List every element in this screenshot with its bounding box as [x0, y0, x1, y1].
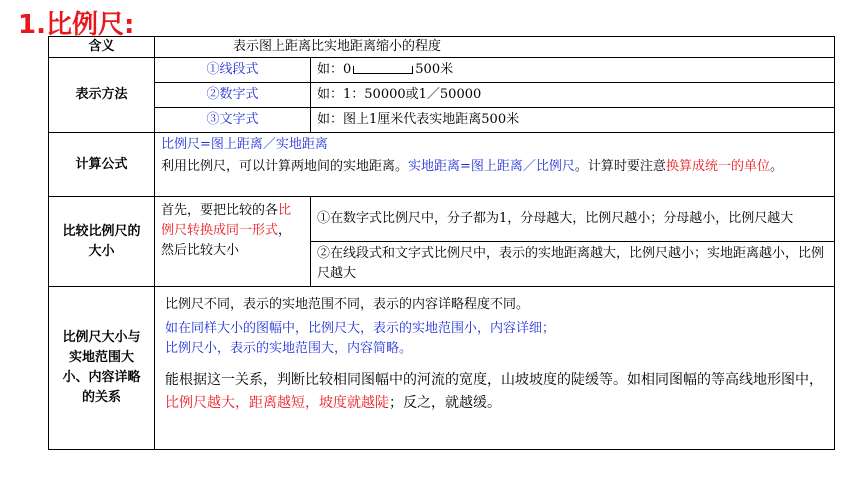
row-compare-1 [49, 197, 835, 242]
formula-cell [155, 133, 835, 197]
line-example-suffix: 500米 [415, 62, 454, 77]
formula-label: 计算公式 [49, 133, 155, 197]
compare-intro-red: 比例尺转换成同一形式 [161, 203, 292, 238]
row-method-number [49, 83, 835, 108]
method-line-example [311, 58, 835, 83]
methods-label: 表示方法 [49, 58, 155, 133]
row-meaning [49, 37, 835, 58]
compare-intro-1: 首先，要把比较的各 [161, 203, 279, 218]
meaning-text: 表示图上距离比实地距离缩小的程度 [155, 37, 835, 58]
formula-desc-end: 。 [769, 159, 783, 174]
compare-label: 比较比例尺的大小 [49, 197, 155, 287]
relation-line-2: 如在同样大小的图幅中，比例尺大，表示的实地范围小，内容详细； [165, 321, 556, 336]
compare-intro-2: ，然后比较大小 [161, 223, 292, 258]
formula-desc-2: 。计算时要注意 [574, 159, 666, 174]
method-text-name: ③文字式 [155, 108, 311, 133]
compare-rule-1: ①在数字式比例尺中，分子都为1，分母越大，比例尺越小；分母越小，比例尺越大 [311, 197, 835, 242]
relation-label: 比例尺大小与实地范围大小、内容详略的关系 [49, 287, 155, 450]
row-formula [49, 133, 835, 197]
compare-intro [155, 197, 311, 287]
row-method-line [49, 58, 835, 83]
method-text-example: 如：图上1厘米代表实地距离500米 [311, 108, 835, 133]
page-title: 1.比例尺: [18, 10, 135, 40]
formula-desc [161, 157, 828, 177]
relation-para-red: 比例尺越大，距离越短，坡度就越陡 [165, 395, 389, 411]
row-method-text [49, 108, 835, 133]
line-example-prefix: 如：0 [317, 62, 352, 77]
meaning-label: 含义 [49, 37, 155, 58]
formula-desc-blue: 实地距离=图上距离／比例尺 [408, 159, 575, 174]
formula-desc-1: 利用比例尺，可以计算两地间的实地距离。 [161, 159, 409, 174]
method-number-name: ②数字式 [155, 83, 311, 108]
scale-table [48, 36, 835, 450]
line-scale-bar [353, 63, 413, 74]
relation-para-2: ；反之，就越缓。 [389, 395, 501, 411]
relation-para-1: 能根据这一关系，判断比较相同图幅中的河流的宽度，山坡坡度的陡缓等。如相同图幅的等高线地形图中， [165, 372, 823, 388]
method-line-name: ①线段式 [155, 58, 311, 83]
relation-line-3: 比例尺小，表示的实地范围大，内容简略。 [165, 341, 413, 356]
formula-text: 比例尺=图上距离／实地距离 [161, 137, 328, 152]
method-number-example: 如：1：50000或1／50000 [311, 83, 835, 108]
formula-desc-red: 换算成统一的单位 [665, 159, 770, 174]
relation-cell [155, 287, 835, 450]
relation-paragraph [165, 369, 828, 415]
compare-rule-2: ②在线段式和文字式比例尺中，表示的实地距离越大，比例尺越小；实地距离越小，比例尺越大 [311, 242, 835, 287]
relation-line-1: 比例尺不同，表示的实地范围不同，表示的内容详略程度不同。 [165, 297, 530, 312]
row-relation [49, 287, 835, 450]
